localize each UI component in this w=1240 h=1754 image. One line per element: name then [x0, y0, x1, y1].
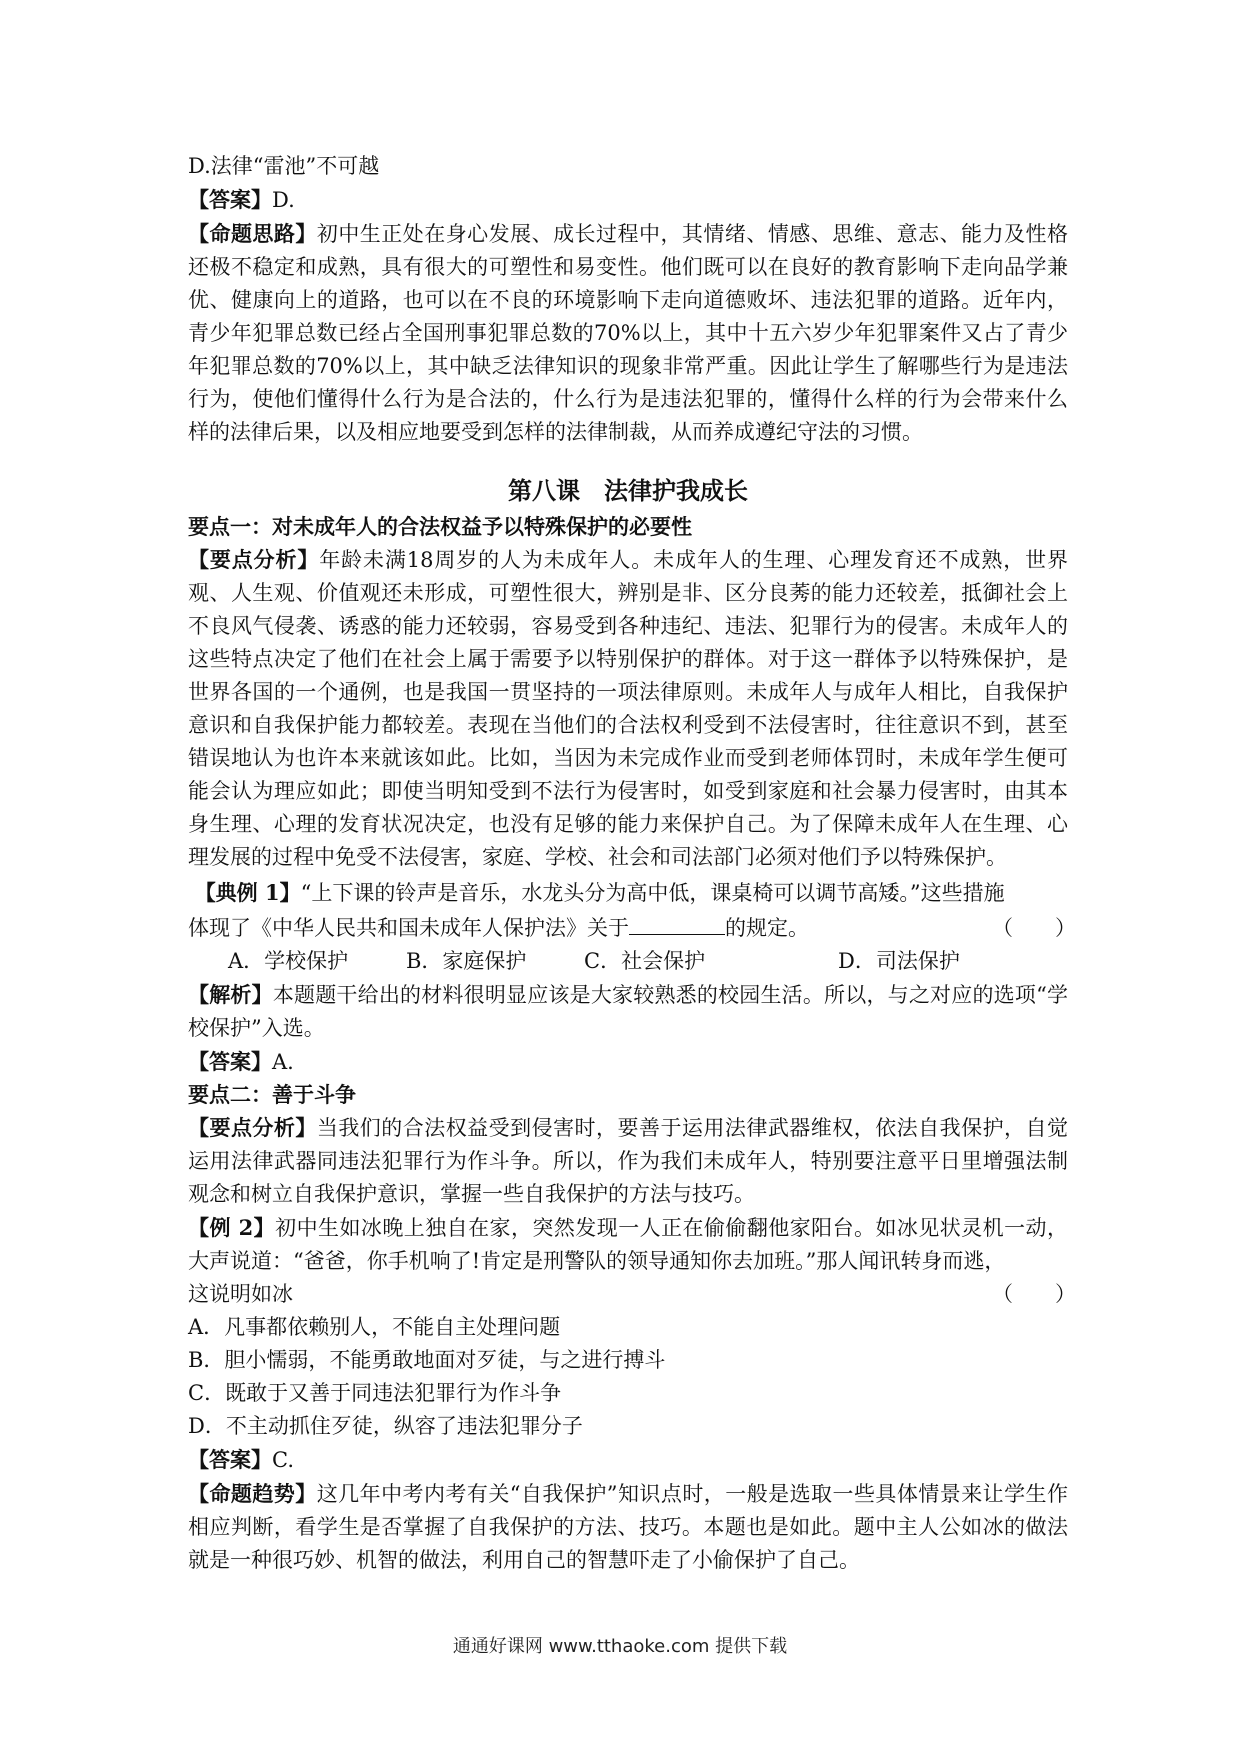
idea-label: 【命题思路】	[188, 221, 317, 246]
choice-d: D．不主动抓住歹徒，纵容了违法犯罪分子	[188, 1414, 583, 1438]
document-page	[188, 150, 1076, 1577]
example1-text-line1: “上下课的铃声是音乐，水龙头分为高中低，课桌椅可以调节高矮。”这些措施	[300, 881, 1005, 905]
example2-label: 【例 2】	[188, 1215, 276, 1240]
answer-line	[188, 183, 1068, 217]
lesson-title: 第八课 法律护我成长	[508, 477, 748, 505]
option-d-choice: D．司法保护	[838, 949, 960, 973]
choice-a: A．凡事都依赖别人，不能自主处理问题	[188, 1315, 561, 1339]
example1-answer	[188, 1045, 1068, 1079]
answer-label: 【答案】	[188, 187, 272, 212]
example2-last-line	[188, 1278, 1076, 1311]
answer-label: 【答案】	[188, 1447, 272, 1472]
trend-text: 这几年中考内考有关“自我保护”知识点时，一般是选取一些具体情景来让学生作相应判断，看学生是否掌握了自我保护的方法、技巧。本题也是如此。题中主人公如冰的做法就是一种很巧妙、机智的做法，利用自己的智慧吓走了小偷保护了自己。	[188, 1482, 1069, 1572]
trend-label: 【命题趋势】	[188, 1481, 317, 1506]
answer-label: 【答案】	[188, 1049, 272, 1074]
explain-text: 本题题干给出的材料很明显应该是大家较熟悉的校园生活。所以，与之对应的选项“学校保护”入选。	[188, 983, 1069, 1040]
example1-text-line2b: 的规定。	[725, 916, 809, 940]
idea-text: 初中生正处在身心发展、成长过程中，其情绪、情感、思维、意志、能力及性格还极不稳定和成熟，具有很大的可塑性和易变性。他们既可以在良好的教育影响下走向品学兼优、健康向上的道路，也可以在不良的环境影响下走向道德败坏、违法犯罪的道路。近年内，青少年犯罪总数已经占全国刑事犯罪总数的70%以上，其中十五六岁少年犯罪案件又占了青少年犯罪总数的70%以上，其中缺乏法律知识的现象非常严重。因此让学生了解哪些行为是违法行为，使他们懂得什么行为是合法的，什么行为是违法犯罪的，懂得什么样的行为会带来什么样的法律后果，以及相应地要受到怎样的法律制裁，从而养成遵纪守法的习惯。	[188, 222, 1069, 444]
answer-value: A.	[272, 1050, 294, 1074]
example2-text: 初中生如冰晚上独自在家，突然发现一人正在偷偷翻他家阳台。如冰见状灵机一动，大声说道：“爸爸，你手机响了!肯定是刑警队的领导通知你去加班。”那人闻讯转身而逃，	[188, 1216, 1068, 1273]
point2-analysis-label: 【要点分析】	[188, 1115, 317, 1140]
answer-value: D.	[272, 188, 295, 212]
example1-explain	[188, 978, 1068, 1045]
example2-last-text: 这说明如冰	[188, 1282, 293, 1306]
option-d: D.法律“雷池”不可越	[188, 154, 380, 178]
explain-label: 【解析】	[188, 982, 273, 1007]
idea-paragraph	[188, 217, 1068, 449]
example1-options	[188, 945, 1068, 978]
point1-analysis-text: 年龄未满18周岁的人为未成年人。未成年人的生理、心理发育还不成熟，世界观、人生观、价值观还未形成，可塑性很大，辨别是非、区分良莠的能力还较差，抵御社会上不良风气侵袭、诱惑的能力还较弱，容易受到各种违纪、违法、犯罪行为的侵害。未成年人的这些特点决定了他们在社会上属于需要予以特别保护的群体。对于这一群体予以特殊保护，是世界各国的一个通例，也是我国一贯坚持的一项法律原则。未成年人与成年人相比，自我保护意识和自我保护能力都较差。表现在当他们的合法权利受到不法侵害时，往往意识不到，甚至错误地认为也许本来就该如此。比如，当因为未完成作业而受到老师体罚时，未成年学生便可能会认为理应如此；即使当明知受到不法行为侵害时，如受到家庭和社会暴力侵害时，由其本身生理、心理的发育状况决定，也没有足够的能力来保护自己。为了保障未成年人在生理、心理发展的过程中免受不法侵害，家庭、学校、社会和司法部门必须对他们予以特殊保护。	[188, 548, 1069, 869]
point2-analysis	[188, 1111, 1068, 1211]
answer-value: C.	[272, 1448, 294, 1472]
option-b: B．家庭保护	[406, 949, 527, 973]
point2-analysis-text: 当我们的合法权益受到侵害时，要善于运用法律武器维权，依法自我保护，自觉运用法律武器同违法犯罪行为作斗争。所以，作为我们未成年人，特别要注意平日里增强法制观念和树立自我保护意识，掌握一些自我保护的方法与技巧。	[188, 1116, 1069, 1206]
point2-heading: 要点二：善于斗争	[188, 1083, 356, 1107]
choice-c: C．既敢于又善于同违法犯罪行为作斗争	[188, 1381, 562, 1405]
page-footer: 通通好课网 www.tthaoke.com 提供下载	[452, 1636, 788, 1657]
point1-heading: 要点一：对未成年人的合法权益予以特殊保护的必要性	[188, 515, 692, 539]
trend-paragraph	[188, 1477, 1068, 1577]
example2-body	[188, 1211, 1068, 1278]
example1-label: 【典例 1】	[194, 880, 301, 905]
option-a: A．学校保护	[228, 949, 349, 973]
example1-text-line2a: 体现了《中华人民共和国未成年人保护法》关于	[188, 916, 629, 940]
fill-blank	[629, 914, 725, 935]
answer-paren: （ ）	[992, 916, 1076, 940]
point1-analysis	[188, 543, 1068, 874]
answer-paren: （ ）	[992, 1282, 1076, 1306]
point1-analysis-label: 【要点分析】	[188, 547, 320, 572]
option-c: C．社会保护	[584, 949, 706, 973]
choice-b: B．胆小懦弱，不能勇敢地面对歹徒，与之进行搏斗	[188, 1348, 666, 1372]
example1-line2	[188, 912, 1076, 945]
example2-answer	[188, 1443, 1068, 1477]
example1-line1	[188, 876, 1068, 910]
